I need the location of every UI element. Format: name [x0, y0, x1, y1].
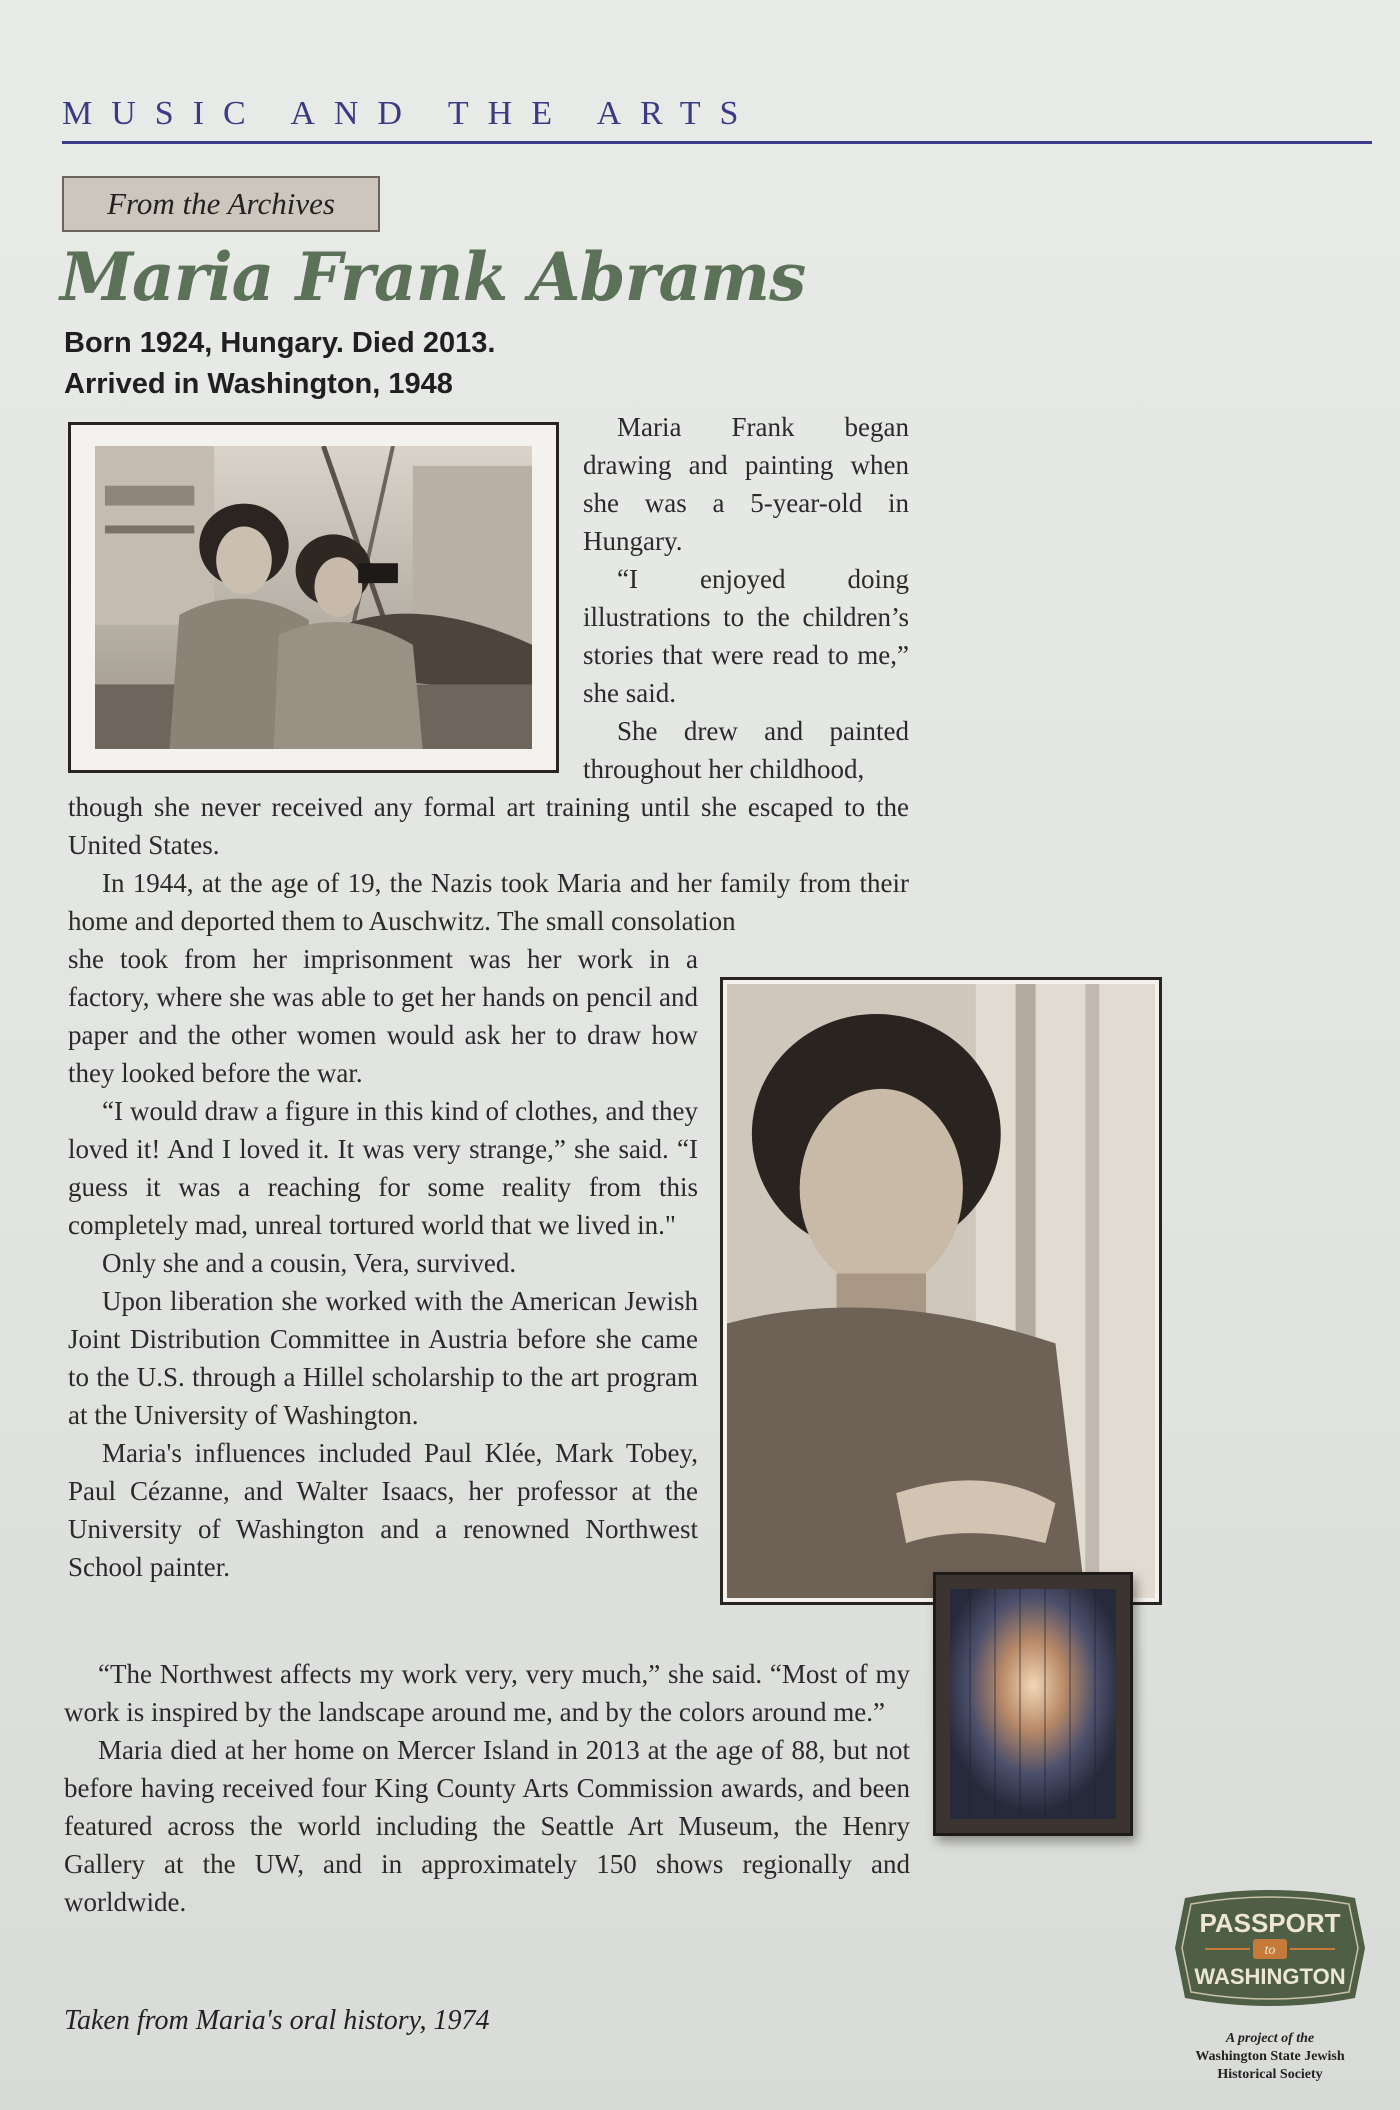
- article-column-middle: [68, 940, 698, 1586]
- article-full-width: [68, 788, 909, 940]
- paragraph: “I enjoyed doing illustrations to the children’s stories that were read to me,” she said.: [583, 564, 909, 708]
- portrait-photo-image: [727, 984, 1155, 1598]
- passport-logo: [1165, 1888, 1375, 2010]
- article-column-top: [583, 408, 909, 788]
- archives-tag: From the Archives: [62, 176, 380, 232]
- paragraph: “The Northwest affects my work very, very much,” she said. “Most of my work is inspired by the landscape around me, and by the colors around me.”: [64, 1659, 910, 1727]
- born-info: [64, 323, 764, 405]
- paragraph: In 1944, at the age of 19, the Nazis took Maria and her family from their home and deported them to Auschwitz. The small consolation: [68, 868, 909, 936]
- paragraph: Upon liberation she worked with the American Jewish Joint Distribution Committee in Austria before she came to the U.S. through a Hillel scholarship to the art program at the University of Washington.: [68, 1286, 698, 1430]
- ship-photo: [68, 422, 559, 773]
- logo-word-passport: PASSPORT: [1199, 1908, 1341, 1938]
- logo-word-washington: WASHINGTON: [1194, 1964, 1346, 1989]
- logo-caption: [1170, 2030, 1370, 2084]
- ship-photo-image: [95, 446, 532, 749]
- source-credit: Taken from Maria's oral history, 1974: [64, 2005, 490, 2036]
- subject-name: Maria Frank Abrams: [60, 238, 806, 316]
- paragraph: she took from her imprisonment was her work in a factory, where she was able to get her hands on pencil and paper and the other women would ask her to draw how they looked before the war.: [68, 944, 698, 1088]
- paragraph: Maria's influences included Paul Klée, Mark Tobey, Paul Cézanne, and Walter Isaacs, her professor at the University of Washington and a renowned Northwest School painter.: [68, 1438, 698, 1582]
- painting-image: [950, 1589, 1116, 1819]
- paragraph: She drew and painted throughout her childhood,: [583, 716, 909, 784]
- article-bottom: [64, 1655, 910, 1921]
- arrived-line: Arrived in Washington, 1948: [64, 368, 453, 400]
- portrait-photo: [720, 977, 1162, 1605]
- framed-painting: [933, 1572, 1133, 1836]
- logo-caption-line2: Washington State Jewish: [1195, 2049, 1345, 2064]
- logo-caption-line1: A project of the: [1225, 2031, 1315, 2046]
- logo-caption-line3: Historical Society: [1217, 2067, 1323, 2082]
- paragraph: Maria died at her home on Mercer Island in 2013 at the age of 88, but not before having received four King County Arts Commission awards, and been featured across the world including the Seattle Art Museum, the Henry Gallery at the UW, and in approximately 150 shows regionally and worldwide.: [64, 1735, 910, 1917]
- paragraph: Only she and a cousin, Vera, survived.: [102, 1248, 517, 1278]
- logo-word-to: to: [1264, 1943, 1276, 1958]
- paragraph: Maria Frank began drawing and painting when she was a 5-year-old in Hungary.: [583, 412, 909, 556]
- paragraph: though she never received any formal art training until she escaped to the United States.: [68, 792, 909, 860]
- paragraph: “I would draw a figure in this kind of clothes, and they loved it! And I loved it. It was very strange,” she said. “I guess it was a reaching for some reality from this completely mad, unreal tortured world that we lived in.": [68, 1096, 698, 1240]
- section-header: MUSIC AND THE ARTS: [62, 95, 1372, 144]
- born-line: Born 1924, Hungary. Died 2013.: [64, 327, 496, 359]
